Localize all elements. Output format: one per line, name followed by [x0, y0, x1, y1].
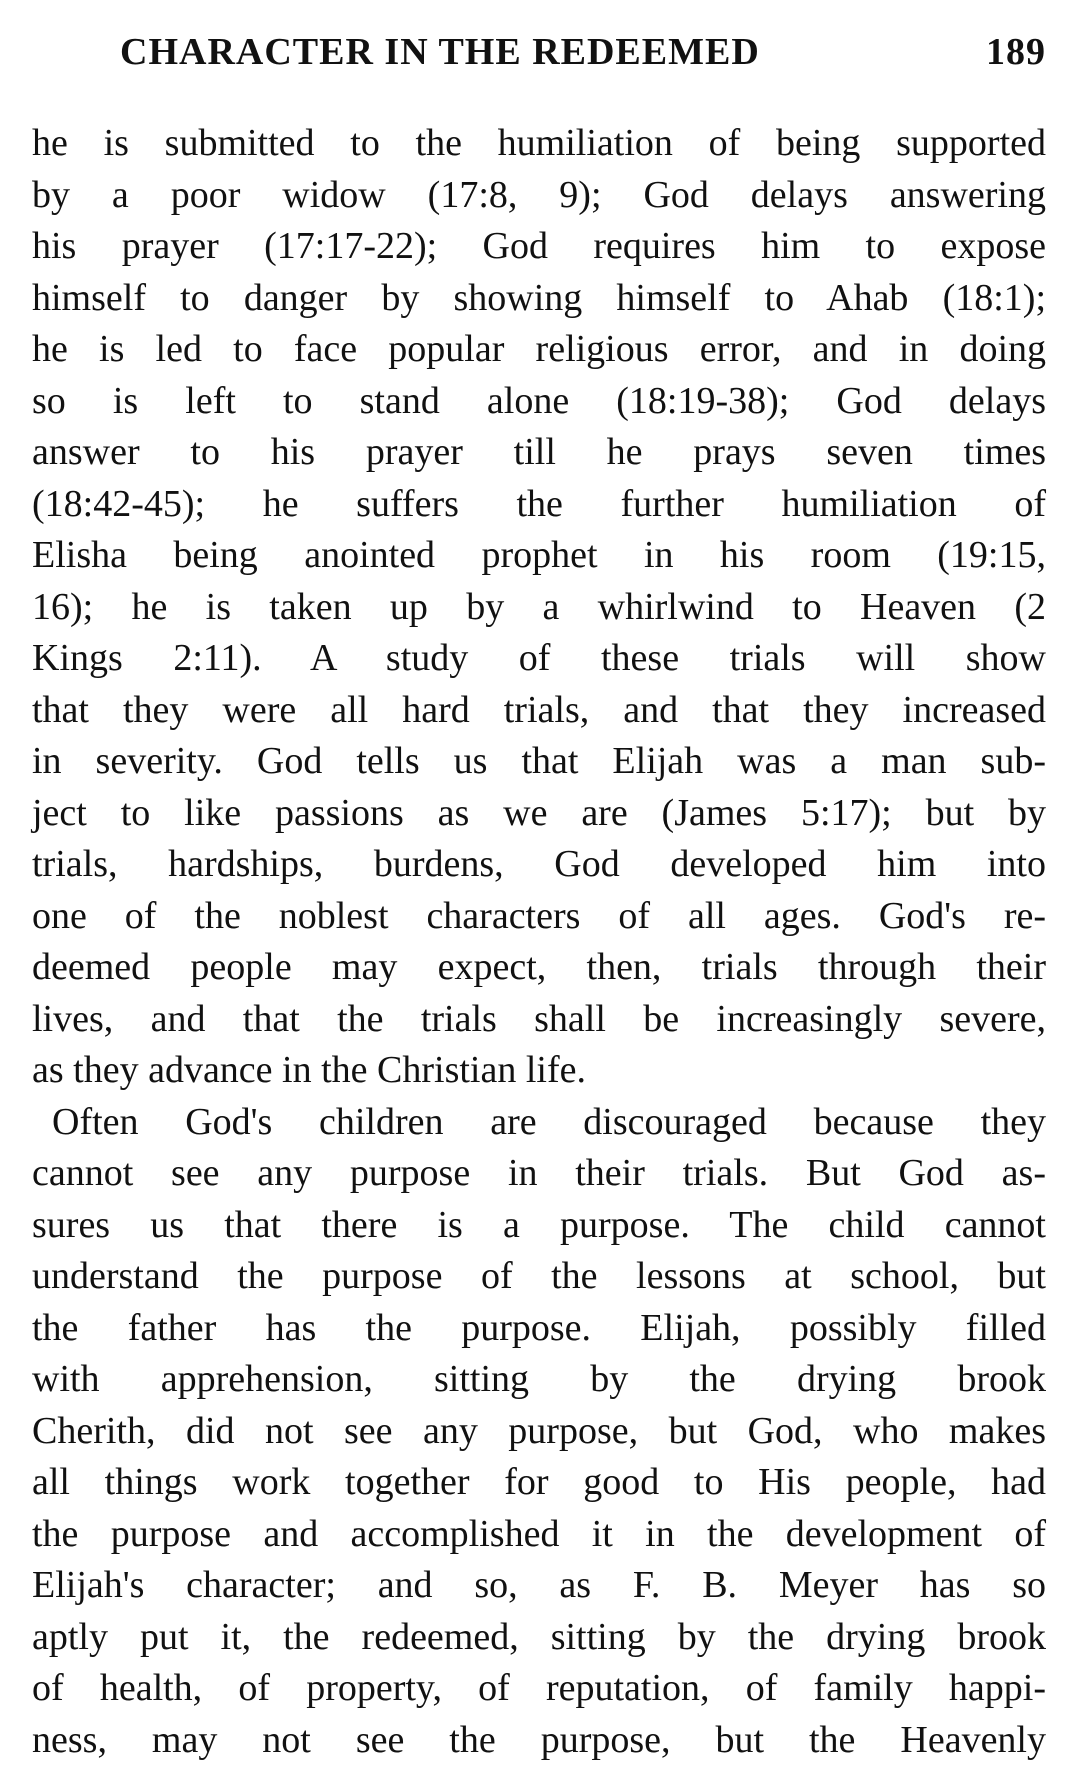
text-line: trials, hardships, burdens, God developed him into	[32, 843, 1046, 885]
text-line: that they were all hard trials, and that they increased	[32, 688, 1046, 731]
text-line: answer to his prayer till he prays seven times	[32, 431, 1046, 473]
text-line: his prayer (17:17-22); God requires him to expose	[32, 225, 1046, 267]
paragraph-2	[32, 1097, 1046, 1767]
text-line: ject to like passions as we are (James 5:17); but by	[32, 791, 1046, 834]
text-line: lives, and that the trials shall be increasingly severe,	[32, 997, 1046, 1040]
text-line: Often God's children are discouraged because they	[52, 1100, 1046, 1143]
text-line: ness, may not see the purpose, but the Heavenly	[32, 1718, 1046, 1761]
text-line: in severity. God tells us that Elijah was a man sub-	[32, 740, 1046, 782]
text-line: of health, of property, of reputation, of family happi-	[32, 1667, 1046, 1709]
page-number: 189	[986, 31, 1046, 73]
paragraph-1	[32, 118, 1046, 1097]
text-line: deemed people may expect, then, trials through their	[32, 946, 1046, 988]
running-head-title: CHARACTER IN THE REDEEMED	[120, 31, 760, 73]
text-line: aptly put it, the redeemed, sitting by the drying brook	[32, 1615, 1046, 1658]
text-line: Elijah's character; and so, as F. B. Meyer has so	[32, 1564, 1046, 1606]
text-line: by a poor widow (17:8, 9); God delays answering	[32, 173, 1046, 216]
text-line: with apprehension, sitting by the drying brook	[32, 1358, 1046, 1400]
text-line: all things work together for good to His people, had	[32, 1461, 1046, 1503]
text-line: as they advance in the Christian life.	[32, 1049, 586, 1091]
text-line: understand the purpose of the lessons at school, but	[32, 1255, 1046, 1297]
text-line: sures us that there is a purpose. The child cannot	[32, 1203, 1046, 1246]
text-line: cannot see any purpose in their trials. But God as-	[32, 1152, 1046, 1194]
text-line: 16); he is taken up by a whirlwind to Heaven (2	[32, 585, 1046, 628]
running-head	[120, 28, 1046, 76]
text-line: he is submitted to the humiliation of being supported	[32, 122, 1046, 164]
text-line: one of the noblest characters of all ages. God's re-	[32, 894, 1046, 937]
text-line: Elisha being anointed prophet in his room (19:15,	[32, 534, 1046, 576]
text-line: (18:42-45); he suffers the further humiliation of	[32, 482, 1046, 525]
body-text	[32, 118, 1046, 1766]
text-line: so is left to stand alone (18:19-38); God delays	[32, 379, 1046, 422]
text-line: he is led to face popular religious error, and in doing	[32, 328, 1046, 370]
text-line: Kings 2:11). A study of these trials will show	[32, 637, 1046, 679]
text-line: himself to danger by showing himself to Ahab (18:1);	[32, 276, 1046, 319]
text-line: the father has the purpose. Elijah, possibly filled	[32, 1306, 1046, 1349]
text-line: the purpose and accomplished it in the development of	[32, 1512, 1046, 1555]
text-line: Cherith, did not see any purpose, but God, who makes	[32, 1409, 1046, 1452]
